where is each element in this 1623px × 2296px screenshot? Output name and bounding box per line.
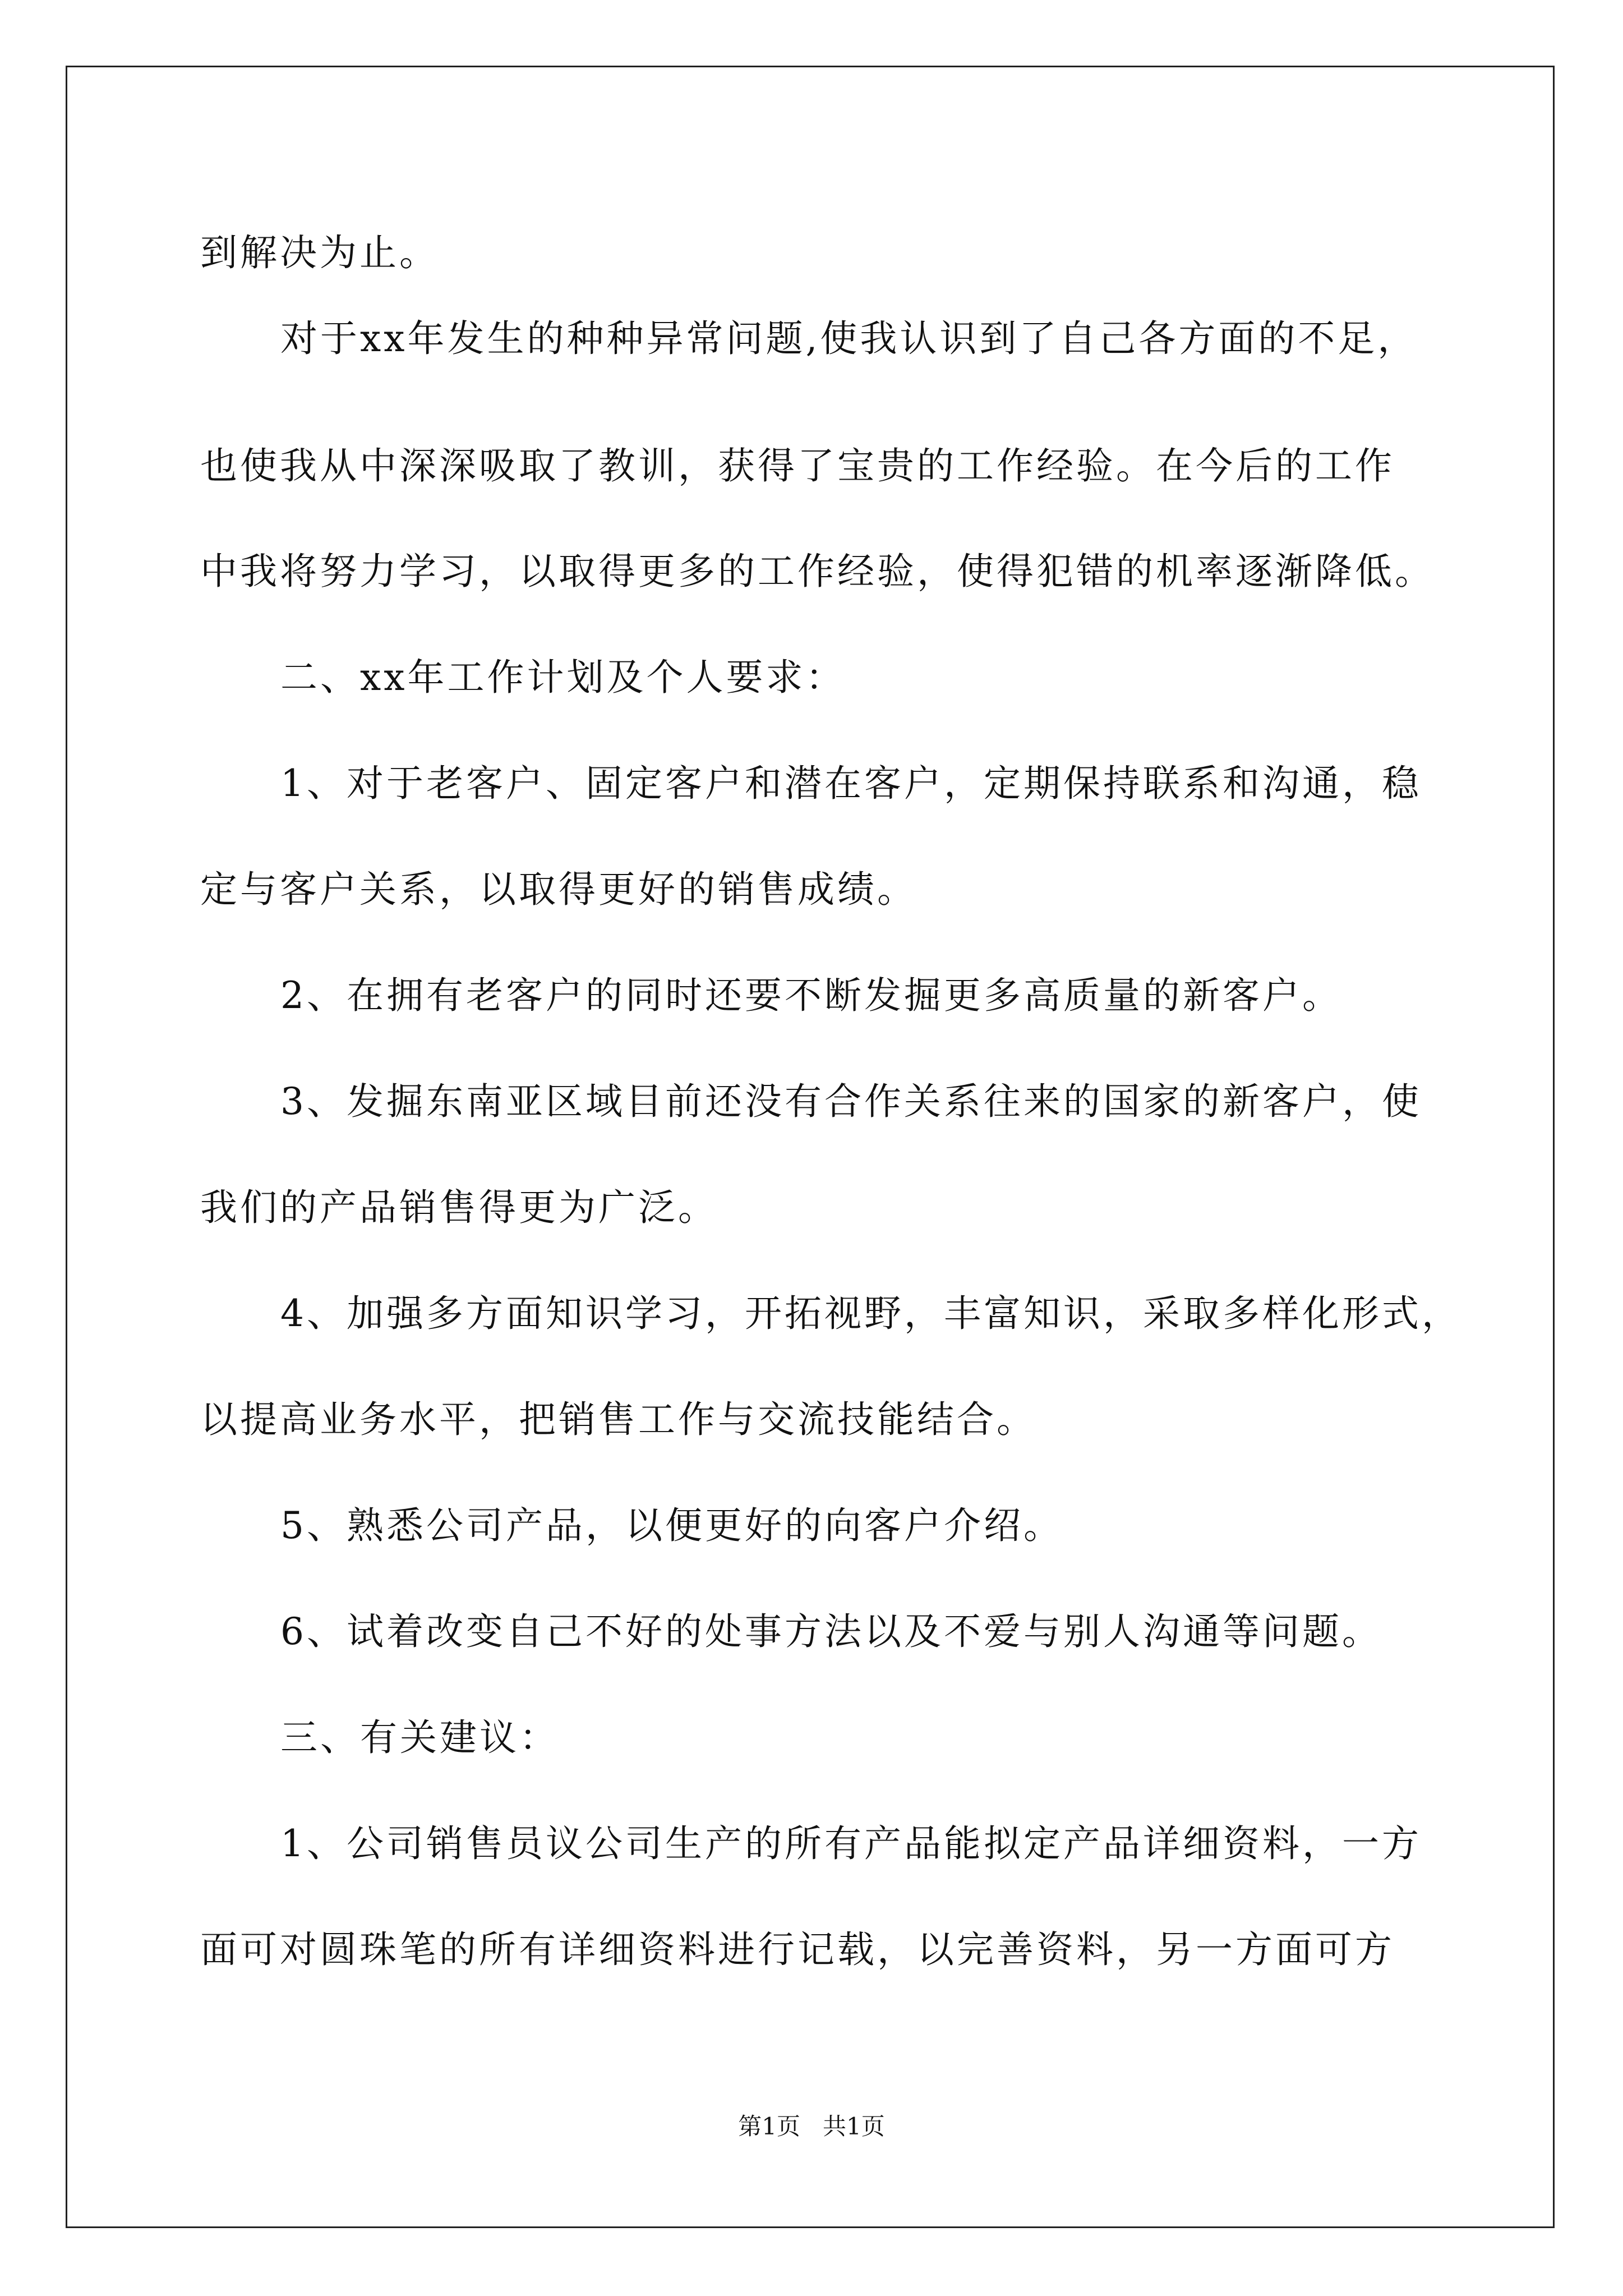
page-border xyxy=(66,66,1555,2228)
text-line: 二、xx年工作计划及个人要求： xyxy=(280,656,846,699)
text-line: 5、熟悉公司产品，以便更好的向客户介绍。 xyxy=(280,1504,1063,1547)
text-line: 1、公司销售员议公司生产的所有产品能拟定产品详细资料，一方 xyxy=(280,1822,1422,1865)
text-line: 以提高业务水平，把销售工作与交流技能结合。 xyxy=(200,1398,1036,1441)
text-line: 也使我从中深深吸取了教训，获得了宝贵的工作经验。在今后的工作 xyxy=(200,444,1395,487)
text-line: 6、试着改变自己不好的处事方法以及不爱与别人沟通等问题。 xyxy=(280,1610,1382,1653)
text-line: 中我将努力学习，以取得更多的工作经验，使得犯错的机率逐渐降低。 xyxy=(200,550,1435,593)
text-line: 4、加强多方面知识学习，开拓视野，丰富知识，采取多样化形式， xyxy=(280,1292,1461,1335)
text-line: 2、在拥有老客户的同时还要不断发掘更多高质量的新客户。 xyxy=(280,974,1342,1017)
text-line: 定与客户关系，以取得更好的销售成绩。 xyxy=(200,868,917,911)
text-line: 1、对于老客户、固定客户和潜在客户，定期保持联系和沟通，稳 xyxy=(280,762,1422,805)
text-line: 3、发掘东南亚区域目前还没有合作关系往来的国家的新客户，使 xyxy=(280,1080,1422,1123)
page-footer: 第1页 共1页 xyxy=(738,2113,885,2140)
text-line: 三、有关建议： xyxy=(280,1716,559,1759)
text-line: 对于xx年发生的种种异常问题,使我认识到了自己各方面的不足， xyxy=(280,317,1418,360)
text-line: 面可对圆珠笔的所有详细资料进行记载，以完善资料，另一方面可方 xyxy=(200,1928,1395,1971)
text-line: 到解决为止。 xyxy=(200,231,439,274)
text-line: 我们的产品销售得更为广泛。 xyxy=(200,1186,718,1229)
